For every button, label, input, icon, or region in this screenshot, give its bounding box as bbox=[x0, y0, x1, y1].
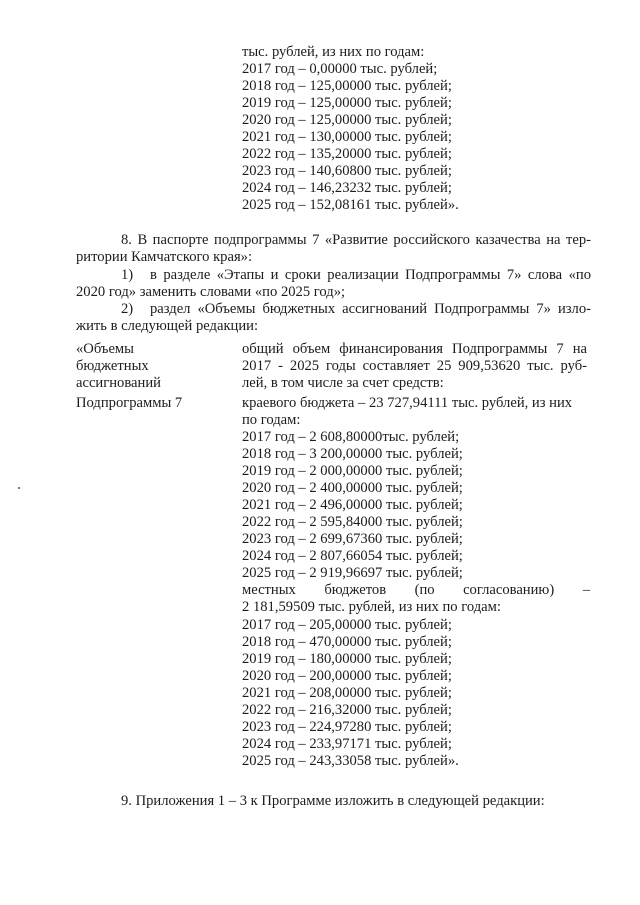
table-right-intro: лей, в том числе за счет средств: bbox=[242, 375, 444, 391]
local-year-line: 2018 год – 470,00000 тыс. рублей; bbox=[242, 634, 452, 650]
top-year-line: 2018 год – 125,00000 тыс. рублей; bbox=[242, 78, 452, 94]
table-right-intro: общий объем финансирования Подпрограммы 7 на bbox=[242, 341, 587, 357]
item-8-sub-1-text: в разделе «Этапы и сроки реализации Подпрограммы 7» слова «по bbox=[150, 267, 591, 283]
item-8-sub-2-text: раздел «Объемы бюджетных ассигнований Подпрограммы 7» изло- bbox=[150, 301, 591, 317]
regional-year-line: 2022 год – 2 595,84000 тыс. рублей; bbox=[242, 514, 463, 530]
local-year-line: 2022 год – 216,32000 тыс. рублей; bbox=[242, 702, 452, 718]
regional-year-line: 2020 год – 2 400,00000 тыс. рублей; bbox=[242, 480, 463, 496]
regional-budget-header: краевого бюджета – 23 727,94111 тыс. рублей, из них bbox=[242, 395, 573, 411]
local-year-line: 2020 год – 200,00000 тыс. рублей; bbox=[242, 668, 452, 684]
local-budget-header: местных бюджетов (по согласованию) – bbox=[242, 582, 590, 598]
top-year-line: 2022 год – 135,20000 тыс. рублей; bbox=[242, 146, 452, 162]
top-year-line: 2021 год – 130,00000 тыс. рублей; bbox=[242, 129, 452, 145]
regional-year-line: 2019 год – 2 000,00000 тыс. рублей; bbox=[242, 463, 463, 479]
top-year-line: 2023 год – 140,60800 тыс. рублей; bbox=[242, 163, 452, 179]
table-left-line: ассигнований bbox=[76, 375, 161, 391]
item-8-sub-1-number: 1) bbox=[121, 267, 134, 283]
scan-speck bbox=[18, 487, 20, 489]
top-block-header: тыс. рублей, из них по годам: bbox=[242, 44, 425, 60]
top-year-line: 2019 год – 125,00000 тыс. рублей; bbox=[242, 95, 452, 111]
local-year-line: 2024 год – 233,97171 тыс. рублей; bbox=[242, 736, 452, 752]
local-year-line: 2017 год – 205,00000 тыс. рублей; bbox=[242, 617, 452, 633]
regional-year-line: 2021 год – 2 496,00000 тыс. рублей; bbox=[242, 497, 463, 513]
item-8-line-2: ритории Камчатского края»: bbox=[76, 249, 253, 265]
item-8-sub-2-continuation: жить в следующей редакции: bbox=[76, 318, 259, 334]
regional-year-line: 2023 год – 2 699,67360 тыс. рублей; bbox=[242, 531, 463, 547]
regional-year-line: 2017 год – 2 608,80000тыс. рублей; bbox=[242, 429, 460, 445]
local-year-line: 2023 год – 224,97280 тыс. рублей; bbox=[242, 719, 452, 735]
top-year-line: 2025 год – 152,08161 тыс. рублей». bbox=[242, 197, 459, 213]
item-8-sub-2-number: 2) bbox=[121, 301, 134, 317]
table-left-line: Подпрограммы 7 bbox=[76, 395, 183, 411]
table-left-line: бюджетных bbox=[76, 358, 149, 374]
regional-year-line: 2025 год – 2 919,96697 тыс. рублей; bbox=[242, 565, 463, 581]
local-year-line: 2021 год – 208,00000 тыс. рублей; bbox=[242, 685, 452, 701]
item-8-line-1: 8. В паспорте подпрограммы 7 «Развитие российского казачества на тер- bbox=[121, 232, 591, 248]
local-year-line: 2025 год – 243,33058 тыс. рублей». bbox=[242, 753, 459, 769]
item-9: 9. Приложения 1 – 3 к Программе изложить в следующей редакции: bbox=[121, 793, 545, 809]
table-left-line: «Объемы bbox=[76, 341, 134, 357]
item-8-sub-1-continuation: 2020 год» заменить словами «по 2025 год»; bbox=[76, 284, 346, 300]
top-year-line: 2020 год – 125,00000 тыс. рублей; bbox=[242, 112, 452, 128]
top-year-line: 2017 год – 0,00000 тыс. рублей; bbox=[242, 61, 438, 77]
local-budget-header-cont: 2 181,59509 тыс. рублей, из них по годам: bbox=[242, 599, 501, 615]
table-right-intro: 2017 - 2025 годы составляет 25 909,53620 тыс. руб- bbox=[242, 358, 587, 374]
top-year-line: 2024 год – 146,23232 тыс. рублей; bbox=[242, 180, 452, 196]
local-year-line: 2019 год – 180,00000 тыс. рублей; bbox=[242, 651, 452, 667]
regional-year-line: 2018 год – 3 200,00000 тыс. рублей; bbox=[242, 446, 463, 462]
regional-year-line: 2024 год – 2 807,66054 тыс. рублей; bbox=[242, 548, 463, 564]
regional-budget-header-cont: по годам: bbox=[242, 412, 301, 428]
